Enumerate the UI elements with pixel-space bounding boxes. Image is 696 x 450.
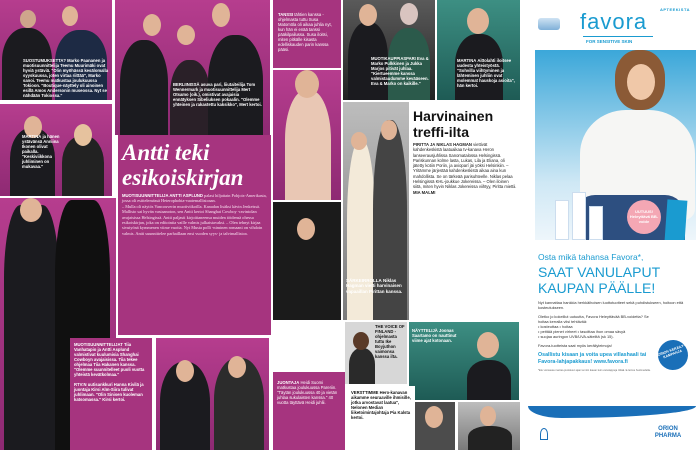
body-text: – Mulla oli näytös Vancouverin muotiviikoilla. Kanadan lisäksi kävin Jenkeissä. Mallisto sai hyvän vastaanoton, sen Antti kertoi Shanghai Cowboy -ravintolan avajaisissa Helsingissä. Antti paljasti kirjoittaneensa muiden töidensä ohessa esikoiskirjan, joka on editointia vaille valmis julkaistavaksi. – Olen tehnyt kirjaa sivutyönä kymmenen viime vuotta. Nyt Musta polli -niminen romaani on vihdoin valmis. Antti suunnittelee parhaillaan ensi vuoden syys- ja talvimallistoa. [122, 203, 263, 236]
ad-photo [535, 50, 696, 240]
wave-divider [528, 406, 696, 418]
photo-grey-hair-couple [343, 0, 435, 100]
photo-woman [437, 0, 520, 100]
product-bottles [555, 190, 615, 240]
byline: MIA MALMI [413, 189, 436, 195]
new-badge: UUTUUS! Heleyttävä BB-voide [627, 200, 661, 234]
photo-couple [0, 104, 112, 196]
bullet: • kosteuttaa • hoitaa [538, 324, 573, 329]
headline: Antti teki esikoiskirjan [122, 140, 244, 190]
product-tube [663, 199, 688, 240]
footnote: *Etu voimassa marras-joulukuun ajan tai niin kauan kuin vanulappuja riittää. E-leinne huolmedella. [538, 369, 651, 372]
body-text: viettivät kahdenkeskistä laatuaikaa tv-kanava Heron lanseerausjuhlissa Sanomatalossa Helsingissä. Pariskunnan kolme lasta, Lukas, Lila ja Eliana, oli jätetty kotiin Poriin, ja avioparí jäi yöksi Helsinkiin. – Yritämme järjestää kahdenkeskistä aikaa aina kun mahdollista. Se on tärkeää parisuhteelle. Niklas pelaa Helsingissä KHL-joukkue Jokereissa. – Olen iloinen siitä, miten hyvin Niklas Jokereissa viihtyy, Piritta miettii. [413, 142, 517, 190]
headline: Harvinainen treffi-ilta [413, 108, 494, 140]
photo-pia-kalsta [415, 402, 455, 450]
caption-box: MUOTISUUNNITTELIJAT Tiia Vanhatapio ja Antti Asplund valmistivat kuulumisia Shanghai Cowboyn avajaisissa. Tiia tekee ohjelmaa Tiia Hakanen kanssa. "Olemme suunnitelleet puoli vuotta yhteistä kevätkolmaa." RTV:N uutisankkuri Hanna Kivilä ja juontaja Kirsi Alm-Siira tulivat juhlimaan. "Olin Sinisen kuoleman katsomassa." Kirsi kertoi. [70, 338, 152, 450]
photo-voice-singer [345, 322, 407, 384]
key-flag-icon [540, 428, 548, 440]
bullet: • peittää pienet virheet • tasoittaa ihon omaa sävyä [538, 329, 626, 334]
caption-box: VERSTTIMME Hero-kanavan aikamme seuraaville ihmisille, jotka arvostavat laatua", Nelonen Median liiketoimintajohtaja Pia Kalsta kertoi. [347, 386, 415, 450]
caption: MUOTIKAUPPIASPARI Eva & Marko Pulkkinen ja Jukka Marjos pitivät juhlaa. "Kiertueemme kanssa valmistaudumme kevääseen. Eva & Marko on kaikille." [371, 56, 429, 86]
lead: palasi hiljattain Pohjois-Amerikasta, jossa oli esittelemässä Heterophobia-vaatemallistoaan. [122, 193, 267, 204]
caption: BERLIINISSÄ asuva pari, liiutaiteilija Tom Wennermark ja muotisuunnittelija Mert Otsamo (oik.), omistivat avajaisia ennätyksen Sibeliuksen pokaalin. "Olemme yhteinen ja rakastettu kaksikko", Mert kertoi. [173, 82, 262, 107]
photo-man-suit [273, 202, 341, 320]
lead-caps: MUOTISUUNNITTELIJA ANTTI ASPLUND [122, 193, 203, 198]
photo-bottom-left-pair [156, 338, 269, 450]
favora-ad [528, 0, 696, 450]
photo-actor [409, 322, 519, 400]
brand-logo: favora [580, 9, 648, 34]
caption: SUOSTUMUKSETTA? Marko Paananen ja muotisuunnittelija Teemu Muurimäki ovat hyviä ystäviä. "Olin myöhässä kesälomalla syyskuussa, joten virtaa riittää", Marko sanoi. Teemu matkustaa joulukuussa Tokioon. "Boutique-näyttely oli ainoinen esillä Amos Andersonin museossa. Nyt se nähdään Tokiossa." [23, 58, 109, 98]
photo-woman-blonde [273, 70, 341, 200]
article-main [118, 135, 271, 335]
offer-line: Osta mikä tahansa Favora*, [538, 252, 644, 262]
photo-two-men [0, 0, 112, 100]
tagline: FOR SENSITIVE SKIN [586, 39, 633, 44]
certification-logo [538, 18, 560, 30]
caption-box: TANSSI tähtien kanssa -ohjelmasta tuttu Susa Matomöla oli aikaa juhlia nyt, kun hän ei enää tanssi pääkilpailussa. Susa iloitsi, miten pitkälle kisasta edelliskauden parin kanssa pääsi. [273, 0, 341, 68]
bullet: • suojaa auringon UVB/UVA-säteiltä (sk 15). [538, 334, 614, 339]
photo-man-tie [458, 402, 520, 450]
section-label: APTEEKISTA [659, 7, 690, 12]
caption: SÄRKEIRROLLA Niklas Hagman vietti harvinaisen vapaaillan Pirittan kanssa. [346, 278, 403, 294]
caption: MARTINA ja hänen ystävänsä Anniina Ikonen olivat paikalla. "Keskiviikkona juhliminen on mukavaa." [22, 134, 60, 169]
collector-sticker: ORION KERÄILY-KAMPANJA [654, 336, 692, 374]
cta-text[interactable]: Osallistu kisaan ja voita upea villashaali tai Favora-lahjapakkaus! www.favora.fi [538, 352, 647, 365]
article-right [410, 106, 520, 320]
photo-trio [115, 0, 270, 135]
caption: THE VOICE OF FINLAND -ohjelmasta tuttu Ike Boyjuthon vaimonsa kanssa ilta. [375, 324, 405, 359]
ad-paragraph: Oletko jo kokeillut uutuutta, Favora Heleyttävää BB-voidetta? Se hoitaa kerralla viisi tehtävää: [538, 314, 649, 324]
photo-hagman-couple [343, 102, 409, 320]
ad-paragraph: Nyt kannattaa hankkia herkkäihoisen luottotuotteet sekä puhdistukseen, hoitoon että kosteutukseen. [538, 300, 684, 310]
ad-paragraph: Favora-tuotteista saat myös keräilyleimoja! [538, 343, 612, 348]
maker-logo: ORION PHARMA [654, 426, 682, 439]
lead-caps: PIRITTA JA NIKLAS HAGMAN [413, 142, 472, 147]
caption: MARTINA Aittolahti iloitsee uudesta yhteistyöstä. "Sohvilla viihtyminen ja lähteminen juhliin ovat molemmat hauskoja asioita", hän kertoi. [457, 58, 515, 88]
caption-box: JUONTAJA Heidi Suomi matkustaa joulukuussa Pareriin. "Täytän joulukuussa 40 ja vietän juhlaa sukulaisten kanssa." 40 vuotta täyttävä Heidi juhlii. [273, 372, 345, 450]
offer-headline: SAAT VANULAPUT KAUPAN PÄÄLLE! [538, 264, 660, 296]
caption: NÄYTTELIJÄ Joonas Saartamo on nauttinut viime ajat kotonaan. [412, 328, 457, 343]
